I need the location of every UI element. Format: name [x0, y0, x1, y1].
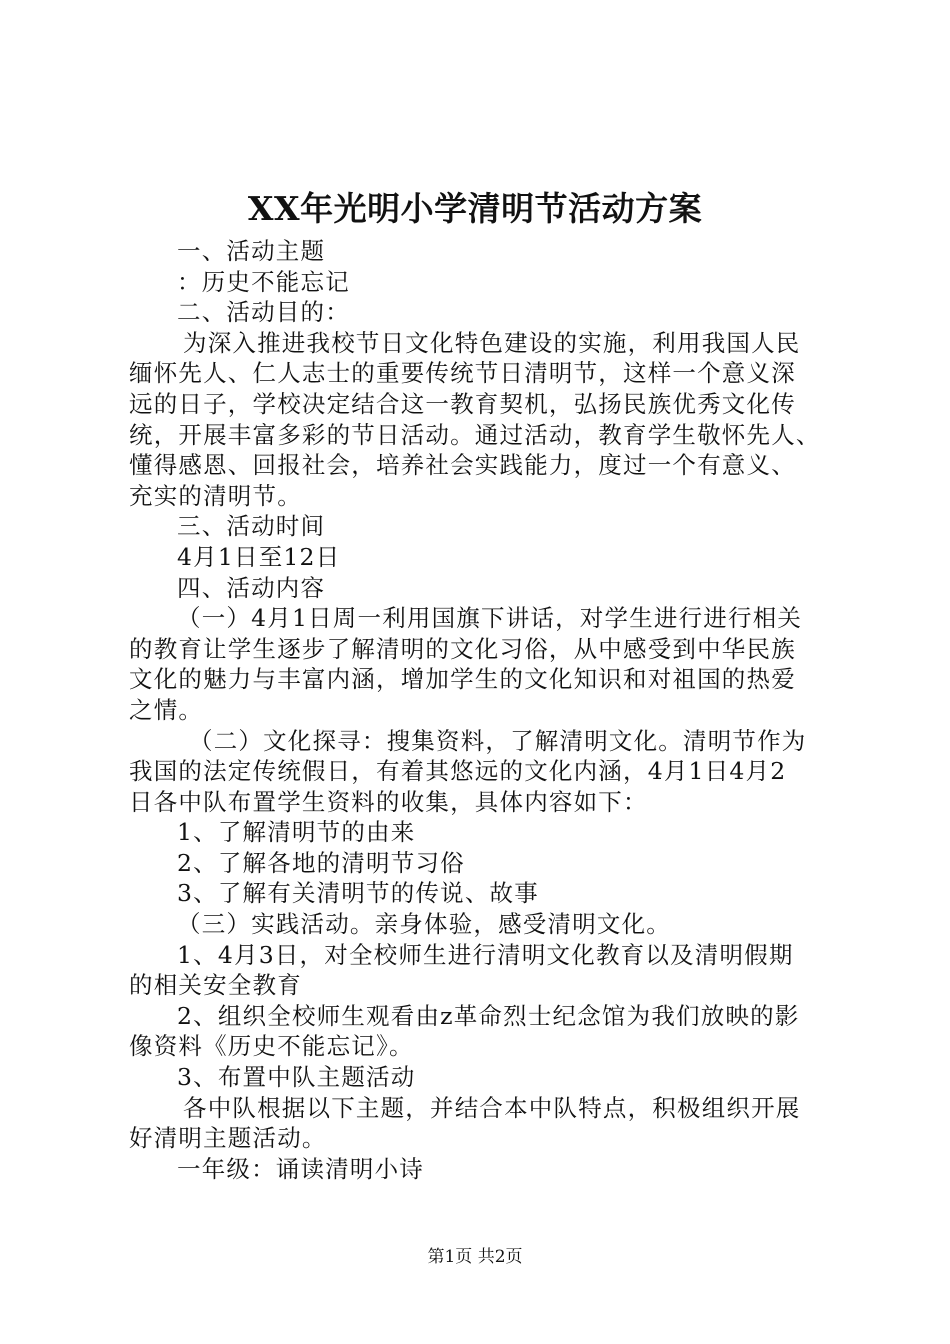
paragraph-line: 各中队根据以下主题，并结合本中队特点，积极组织开展 [183, 1093, 801, 1122]
list-item: 1、了解清明节的由来 [177, 818, 416, 847]
document-body [129, 236, 834, 1184]
paragraph-line: 远的日子，学校决定结合这一教育契机，弘扬民族优秀文化传 [129, 389, 796, 418]
list-item: 2、组织全校师生观看由z革命烈士纪念馆为我们放映的影 [177, 1001, 800, 1030]
paragraph-line: 好清明主题活动。 [129, 1124, 327, 1153]
paragraph-line: 我国的法定传统假日，有着其悠远的文化内涵，4月1日4月2 [129, 757, 787, 786]
list-item: 3、了解有关清明节的传说、故事 [177, 879, 539, 908]
paragraph-line: 缅怀先人、仁人志士的重要传统节日清明节，这样一个意义深 [129, 359, 796, 388]
paragraph-line: 的相关安全教育 [129, 971, 302, 1000]
section-heading: 三、活动时间 [177, 512, 326, 541]
list-item: 2、了解各地的清明节习俗 [177, 848, 465, 877]
paragraph-line: 日各中队布置学生资料的收集，具体内容如下： [129, 787, 648, 816]
section-heading: 一、活动主题 [177, 237, 326, 265]
paragraph-line: 的教育让学生逐步了解清明的文化习俗，从中感受到中华民族 [129, 634, 796, 663]
paragraph-line: ：历史不能忘记 [177, 267, 350, 296]
paragraph-line: （二）文化探寻：搜集资料，了解清明文化。清明节作为 [189, 726, 807, 755]
paragraph-line: 一年级：诵读清明小诗 [177, 1154, 424, 1183]
list-item: 3、布置中队主题活动 [177, 1063, 416, 1092]
paragraph-line: 统，开展丰富多彩的节日活动。通过活动，教育学生敬怀先人、 [129, 420, 821, 449]
paragraph-line: 充实的清明节。 [129, 481, 302, 510]
section-heading: 二、活动目的： [177, 298, 350, 327]
page-footer: 第1页 共2页 [427, 1247, 523, 1267]
paragraph-line: 之情。 [129, 695, 204, 724]
document-title: XX年光明小学清明节活动方案 [247, 189, 703, 228]
paragraph-line: 文化的魅力与丰富内涵，增加学生的文化知识和对祖国的热爱 [129, 665, 796, 694]
paragraph-line: 4月1日至12日 [177, 542, 341, 571]
paragraph-line: （一）4月1日周一利用国旗下讲话，对学生进行进行相关 [177, 604, 803, 633]
paragraph-line: 像资料《历史不能忘记》。 [129, 1032, 414, 1061]
list-item: 1、4月3日，对全校师生进行清明文化教育以及清明假期 [177, 940, 794, 969]
paragraph-line: 懂得感恩、回报社会，培养社会实践能力，度过一个有意义、 [129, 451, 796, 480]
paragraph-line: （三）实践活动。亲身体验，感受清明文化。 [177, 910, 671, 939]
paragraph-line: 为深入推进我校节日文化特色建设的实施，利用我国人民 [183, 328, 801, 357]
section-heading: 四、活动内容 [177, 573, 326, 602]
